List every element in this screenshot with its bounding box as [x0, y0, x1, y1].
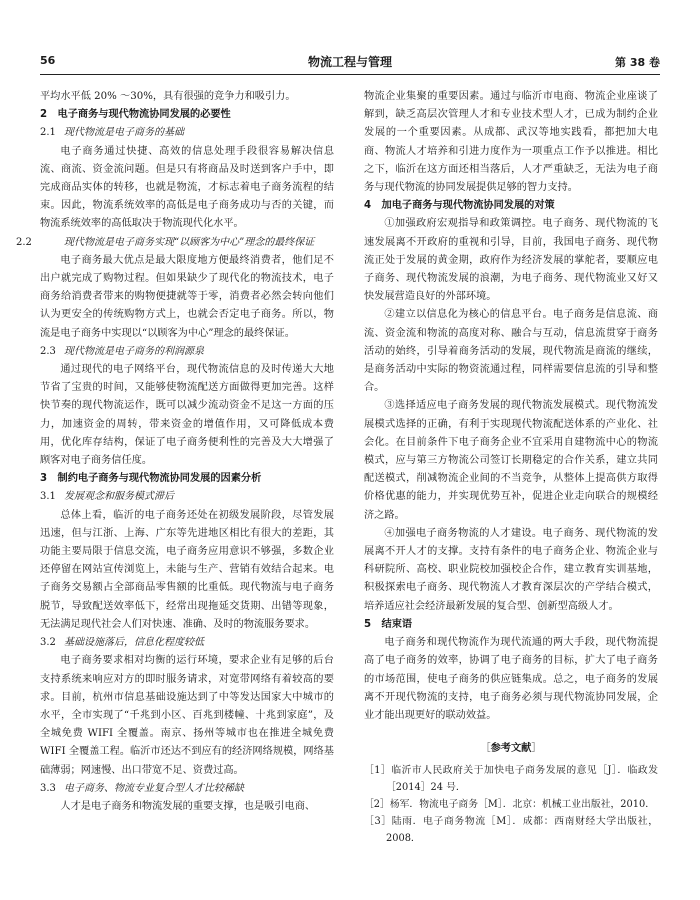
references-title: 参考文献 [490, 742, 532, 755]
journal-title: 物流工程与管理 [307, 55, 392, 69]
paragraph: 总体上看，临沂的电子商务还处在初级发展阶段，尽管发展迅速，但与江浙、上海、广东等先进地区相比有很大的差距，其功能主要局限于信息交流，电子商务应用意识不够强，多数企业还停留在网站宣传浏览上，未能与生产、营销有效结合起来。电子商务交易额占全部商品零售额的比重低。现代物流与电子商务脱节，导致配送效率低下，经常出现拖延交货期、出错等现象，无法满足现代社会人们对快速、准确、及时的物流服务要求。 [40, 509, 334, 630]
subsection-title: 基础设施落后，信息化程度较低 [64, 637, 204, 649]
subsection-heading-3-3 [40, 780, 334, 798]
section-number: 5 [364, 618, 372, 630]
subsection-title: 电子商务、物流专业复合型人才比较稀缺 [64, 782, 244, 794]
subsection-heading-2-3 [40, 343, 334, 361]
bracket-open: ［ [480, 743, 491, 755]
section-title: 结束语 [381, 618, 413, 630]
paragraph: 物流企业集聚的重要因素。通过与临沂市电商、物流企业座谈了解到，缺乏高层次管理人才和专业技术型人才，已成为制约企业发展的一个重要因素。从成都、武汉等地实践看，都把加大电商、物流人才培养和引进力度作为一项重点工作予以推进。相比之下，临沂在这方面还相当落后，人才严重缺乏，无法为电子商务与现代物流的协同发展提供足够的智力支持。 [364, 91, 658, 194]
subsection-title: 发展观念和服务模式滞后 [64, 491, 174, 503]
paragraph: 平均水平低 20% ～30%，具有很强的竞争力和吸引力。 [40, 91, 296, 102]
subsection-heading-3-1 [40, 488, 334, 506]
paragraph: 通过现代的电子网络平台，现代物流信息的及时传递大大地节省了宝贵的时间，又能够使物流配送方面做得更加完善。这样快节奏的现代物流运作，既可以减少流动资金不足这一方面的压力，加速资金的周转，带来资金的增值作用，又可降低成本费用，优化库存结构，保证了电子商务便利性的完善及大大增强了顾客对电子商务信任度。 [40, 364, 334, 467]
left-column [16, 88, 334, 816]
paragraph: 电子商务最大优点是最大限度地方便最终消费者，他们足不出户就完成了购物过程。但如果缺少了现代化的物流技术，电子商务给消费者带来的购物便捷就等于零，消费者必然会转向他们认为更安全的传统购物方式上，也就会否定电子商务。所以，物流是电子商务中实现以“以顾客为中心”理念的最终保证。 [40, 254, 334, 339]
subsection-number: 2.1 [40, 127, 56, 139]
bracket-close: ］ [531, 743, 542, 755]
subsection-heading-2-2 [16, 234, 334, 252]
subsection-title: 现代物流是电子商务的基础 [64, 127, 184, 139]
section-heading-4 [364, 197, 658, 215]
reference-item: ［3］陆雨．电子商务物流［M］．成都：西南财经大学出版社，2008． [364, 816, 658, 845]
header-rule [40, 74, 660, 75]
references-heading [364, 739, 658, 758]
section-number: 3 [40, 473, 48, 485]
section-heading-2 [40, 106, 334, 124]
subsection-title: 现代物流是电子商务实现“以顾客为中心”理念的最终保证 [64, 236, 315, 248]
subsection-number: 2.3 [40, 345, 56, 357]
section-number: 2 [40, 109, 48, 121]
subsection-number: 3.3 [40, 782, 56, 794]
reference-item: ［1］临沂市人民政府关于加快电子商务发展的意见［J］．临政发［2014］24 号． [364, 765, 658, 794]
paragraph: ③选择适应电子商务发展的现代物流发展模式。现代物流发展模式选择的正确，有利于实现现代物流配送体系的产业化、社会化。在目前条件下电子商务企业不宜采用自建物流中心的物流模式，应与第三方物流公司签订长期稳定的合作关系，建立共同配送模式，削减物流企业间的不当竞争，从整体上提高供方取得价格优惠的能力，并实现优势互补，促进企业走向联合的规模经济之路。 [364, 400, 658, 521]
section-title: 加电子商务与现代物流协同发展的对策 [381, 200, 555, 212]
running-header [40, 50, 660, 72]
section-heading-5 [364, 616, 658, 634]
page-number: 56 [40, 54, 56, 67]
volume-label: 第 38 卷 [615, 56, 660, 69]
paragraph: ②建立以信息化为核心的信息平台。电子商务是信息流、商流、资金流和物流的高度对称、融合与互动，信息流贯穿于商务活动的始终，引导着商务活动的发展，现代物流是商流的继续，是商务活动中实际的物资流通过程，同样需要信息流的引导和整合。 [364, 309, 658, 394]
subsection-number: 2.2 [16, 236, 32, 248]
subsection-heading-3-2 [40, 634, 334, 652]
right-column [364, 88, 658, 847]
section-number: 4 [364, 200, 372, 212]
subsection-heading-2-1 [40, 124, 334, 142]
paragraph: 电子商务通过快捷、高效的信息处理手段很容易解决信息流、商流、资金流问题。但是只有将商品及时送到客户手中，即完成商品实体的转移，也就是物流，才标志着电子商务流程的结束。因此，物流系统效率的高低是电子商务成功与否的关键，而物流系统效率的高低取决于物流现代化水平。 [40, 145, 334, 230]
paragraph: ①加强政府宏观指导和政策调控。电子商务、现代物流的飞速发展离不开政府的重视和引导，目前，我国电子商务、现代物流正处于发展的黄金期，政府作为经济发展的掌舵者，要顺应电子商务、现代物流发展的浪潮，为电子商务、现代物流业又好又快发展营造良好的外部环境。 [364, 218, 658, 303]
section-title: 电子商务与现代物流协同发展的必要性 [57, 109, 231, 121]
subsection-title: 现代物流是电子商务的利润源泉 [64, 345, 204, 357]
subsection-number: 3.1 [40, 491, 56, 503]
paragraph: 电子商务和现代物流作为现代流通的两大手段，现代物流提高了电子商务的效率，协调了电子商务的目标，扩大了电子商务的市场范围，使电子商务的供应链集成。总之，电子商务的发展离不开现代物流的支持，电子商务必须与现代物流协同发展，企业才能出现更好的联动效益。 [364, 637, 658, 721]
paragraph: 电子商务要求相对均衡的运行环境，要求企业有足够的后台支持系统来响应对方的即时服务请求，对宽带网络有着较高的要求。目前，杭州市信息基础设施达到了中等发达国家大中城市的水平，全市实现了“千兆到小区、百兆到楼幢、十兆到家庭”，及全城免费 WIFI 全覆盖。南京、扬州等城市也在推进全城免费 WIFI 全覆盖工程。临沂市还达不到应有的经济网络规模，网络基础薄弱；网速慢、出口带宽不足、资费过高。 [40, 655, 334, 776]
section-title: 制约电子商务与现代物流协同发展的因素分析 [57, 473, 262, 485]
section-heading-3 [40, 470, 334, 488]
paragraph: 人才是电子商务和物流发展的重要支撑，也是吸引电商、 [60, 800, 316, 812]
paragraph: ④加强电子商务物流的人才建设。电子商务、现代物流的发展离不开人才的支撑。支持有条件的电子商务企业、物流企业与科研院所、高校、职业院校加强校企合作，建立教育实训基地，积极探索电子商务、现代物流人才教育深层次的产学结合模式，培养适应社会经济最新发展的复合型、创新型高级人才。 [364, 527, 658, 612]
reference-item: ［2］杨军．物流电子商务［M］．北京：机械工业出版社，2010． [364, 799, 656, 811]
subsection-number: 3.2 [40, 637, 56, 649]
